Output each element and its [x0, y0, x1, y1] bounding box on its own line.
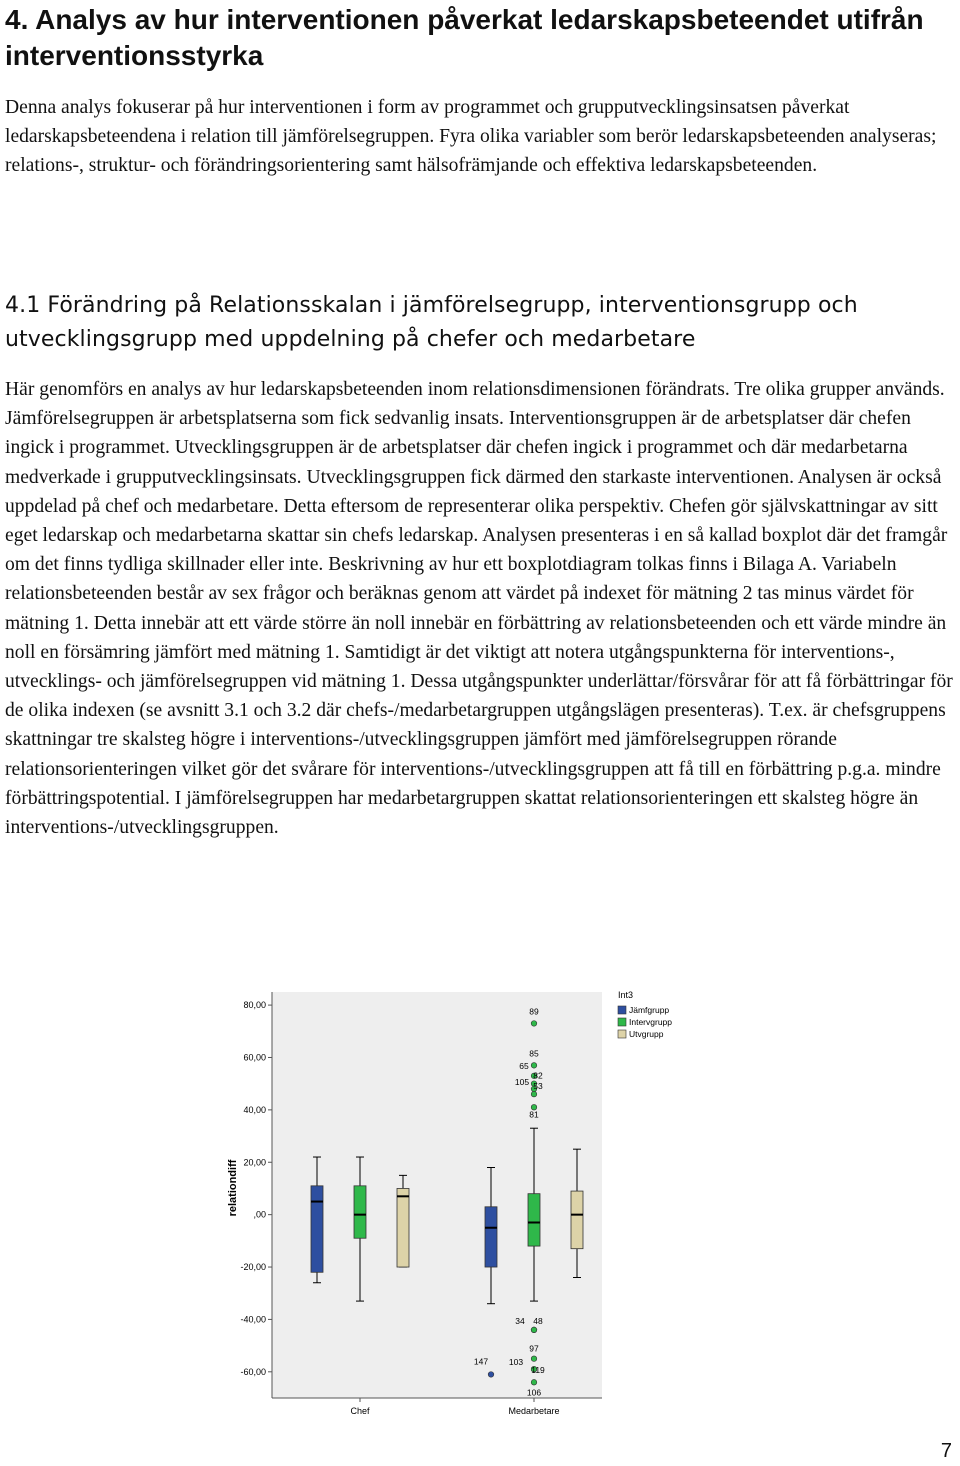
y-tick-label: 60,00 [243, 1052, 266, 1063]
y-axis-ticks [240, 1000, 272, 1377]
outlier-point [531, 1356, 537, 1362]
outlier-point [488, 1372, 494, 1378]
y-axis-label: relationdiff [227, 1159, 239, 1217]
boxplot-chart [212, 978, 682, 1418]
outlier-label: 103 [508, 1357, 524, 1368]
legend-entry: Utvgrupp [629, 1029, 664, 1039]
outlier-label: 65 [519, 1060, 529, 1071]
outlier-point [531, 1379, 537, 1385]
box-utvgrupp-chef [397, 1175, 409, 1267]
outlier-label: 85 [529, 1048, 539, 1059]
legend [618, 990, 672, 1039]
page-number: 7 [940, 1440, 952, 1462]
y-tick-label: 40,00 [243, 1104, 266, 1115]
y-tick-label: -60,00 [240, 1366, 266, 1377]
box-body [528, 1194, 540, 1246]
outlier-label: 89 [529, 1006, 539, 1017]
x-tick-label: Chef [350, 1406, 370, 1416]
box-body [311, 1186, 323, 1272]
outlier-label: 48 [533, 1315, 543, 1326]
outlier-label: 82 [533, 1070, 543, 1081]
legend-swatch [618, 1006, 626, 1014]
box-body [485, 1207, 497, 1267]
legend-entry: Jämfgrupp [629, 1005, 670, 1015]
box-body [397, 1188, 409, 1267]
legend-entry: Intervgrupp [629, 1017, 672, 1027]
y-tick-label: -20,00 [240, 1262, 266, 1273]
outlier-label: 97 [529, 1343, 539, 1354]
outlier-label: 53 [533, 1081, 543, 1092]
analysis-paragraph: Här genomförs en analys av hur ledarskapsbeteenden inom relationsdimensionen förändrats. Tre olika grupper används. Jämförelsegruppen är arbetsplatserna som fick sedvanlig insats. Interventionsgruppen är de arbetsplatser där chefen ingick i programmet. Utvecklingsgruppen är de arbetsplatser där chefen ingick i programmet och där medarbetarna medverkade i grupputvecklingsinsats. Utvecklingsgruppen fick därmed den starkaste interventionen. Analysen är också uppdelad på chef och medarbetare. Detta eftersom de representerar olika perspektiv. Chefen gör självskattningar av sitt eget ledarskap och medarbetarna skattar sin chefs ledarskap. Analysen presenteras i en så kallad boxplot där det framgår om det finns tydliga skillnader eller inte. Beskrivning av hur ett boxplotdiagram tolkas finns i Bilaga A. Variabeln relationsbeteenden består av sex frågor och beräknas genom att värdet på indexet för mätning 2 tas minus värdet för mätning 1. Detta innebär att ett värde större än noll innebär en förbättring av relationsbeteenden och ett värde mindre än noll en försämring jämfört med mätning 1. Samtidigt är det viktigt att notera utgångspunkterna för interventions-, utvecklings- och jämförelsegruppen vid mätning 1. Dessa utgångspunkter underlättar/försvårar för att få förbättringar för de olika indexen (se avsnitt 3.1 och 3.2 där chefs-/medarbetargruppen utgångslägen presenteras). T.ex. är chefsgruppens skattningar tre skalsteg högre i interventions-/utvecklingsgruppen jämfört med jämförelsegruppen rörande relationsorienteringen vilket gör det svårare för interventions-/utvecklingsgruppen att få till en förbättring p.g.a. mindre förbättringspotential. I jämförelsegruppen har medarbetargruppen skattat relationsorienteringen ett skalsteg högre än interventions-/utvecklingsgruppen. [5, 379, 953, 839]
box-body [354, 1186, 366, 1238]
box-body [571, 1191, 583, 1249]
y-tick-label: -40,00 [240, 1314, 266, 1325]
legend-swatch [618, 1030, 626, 1038]
legend-swatch [618, 1018, 626, 1026]
outlier-label: 147 [473, 1356, 489, 1367]
outlier-point [531, 1021, 537, 1027]
outlier-point [531, 1091, 537, 1097]
y-tick-label: 20,00 [243, 1157, 266, 1168]
x-axis-ticks [350, 1398, 559, 1416]
x-tick-label: Medarbetare [508, 1406, 560, 1416]
outlier-point [531, 1327, 537, 1333]
legend-title: Int3 [618, 990, 634, 1000]
y-tick-label: ,00 [253, 1209, 266, 1220]
outlier-label: 106 [526, 1387, 542, 1398]
subsection-heading: 4.1 Förändring på Relationsskalan i jämförelsegrupp, interventionsgrupp och utvecklingsgrupp med uppdelning på chefer och medarbetare [5, 293, 858, 352]
y-tick-label: 80,00 [243, 1000, 266, 1011]
intro-paragraph: Denna analys fokuserar på hur interventionen i form av programmet och grupputvecklingsinsatsen påverkat ledarskapsbeteendena i relation till jämförelsegruppen. Fyra olika variabler som berör ledarskapsbeteenden analyseras; relations-, struktur- och förändringsorientering samt hälsofrämjande och effektiva ledarskapsbeteenden. [5, 97, 937, 177]
outlier-label: 81 [529, 1109, 539, 1120]
outlier-label: 119 [531, 1365, 545, 1376]
outlier-point [531, 1063, 537, 1069]
section-heading: 4. Analys av hur interventionen påverkat ledarskapsbeteendet utifrån interventionsstyrka [5, 4, 924, 71]
outlier-label: 34 [515, 1315, 525, 1326]
outlier-label: 105 [514, 1076, 530, 1087]
